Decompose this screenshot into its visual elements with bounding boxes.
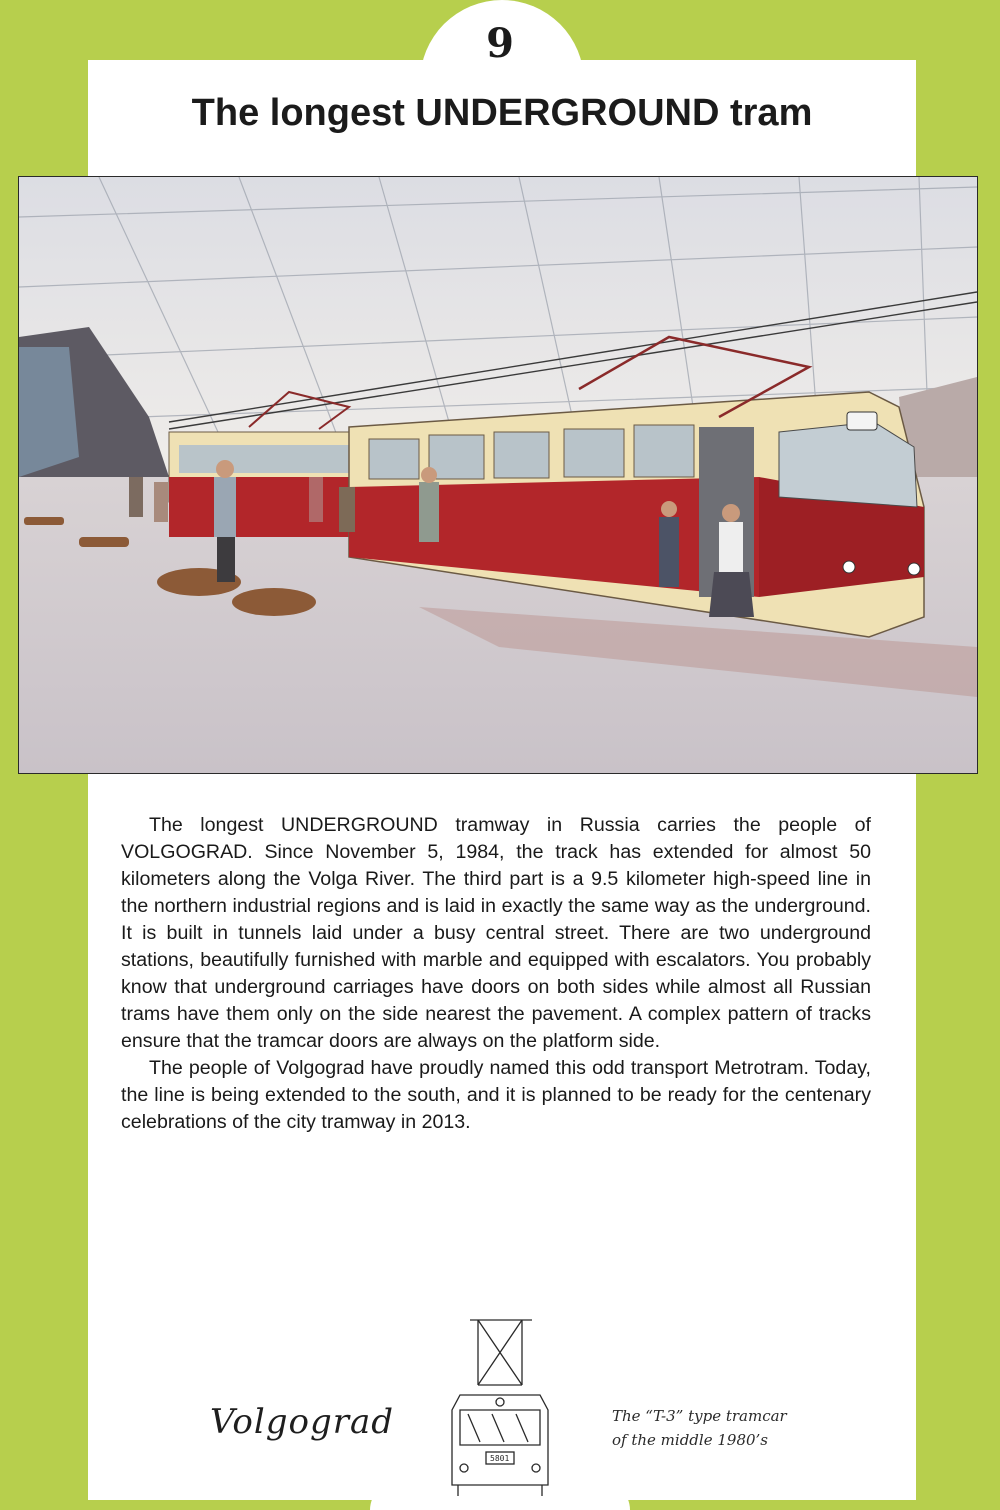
article-paragraph-1: The longest UNDERGROUND tramway in Russia carries the people of VOLGOGRAD. Since November 5, 1984, the track has extended for almost 50 kilometers along the Volga River. The third part is a 9.5 kilometer high-speed line in the northern industrial regions and is laid in exactly the same way as the underground. It is built in tunnels laid under a busy central street. There are two underground stations, beautifully furnished with marble and equipped with escalators. You probably know that underground carriages have doors on both sides while almost all Russian trams have them only on the side nearest the pavement. A complex pattern of tracks ensure that the tramcar doors are always on the platform side. — [121, 814, 871, 1052]
page-title: The longest UNDERGROUND tram — [191, 92, 813, 134]
city-label: Volgograd — [210, 1402, 395, 1442]
caption-line-1: The “T-3” type tramcar — [612, 1407, 787, 1425]
station-illustration — [18, 176, 978, 774]
sketch-tram-number: 5801 — [490, 1454, 510, 1463]
article-paragraph-2: The people of Volgograd have proudly named this odd transport Metrotram. Today, the line is being extended to the south, and it is planned to be ready for the centenary celebrations of the city tramway in 2013. — [121, 1057, 871, 1133]
escalator — [19, 347, 79, 477]
sketch-caption — [612, 1404, 852, 1452]
tram-sketch — [440, 1310, 560, 1500]
caption-line-2: of the middle 1980’s — [612, 1431, 768, 1449]
article-body — [121, 812, 871, 1136]
page-number: 9 — [486, 20, 514, 67]
